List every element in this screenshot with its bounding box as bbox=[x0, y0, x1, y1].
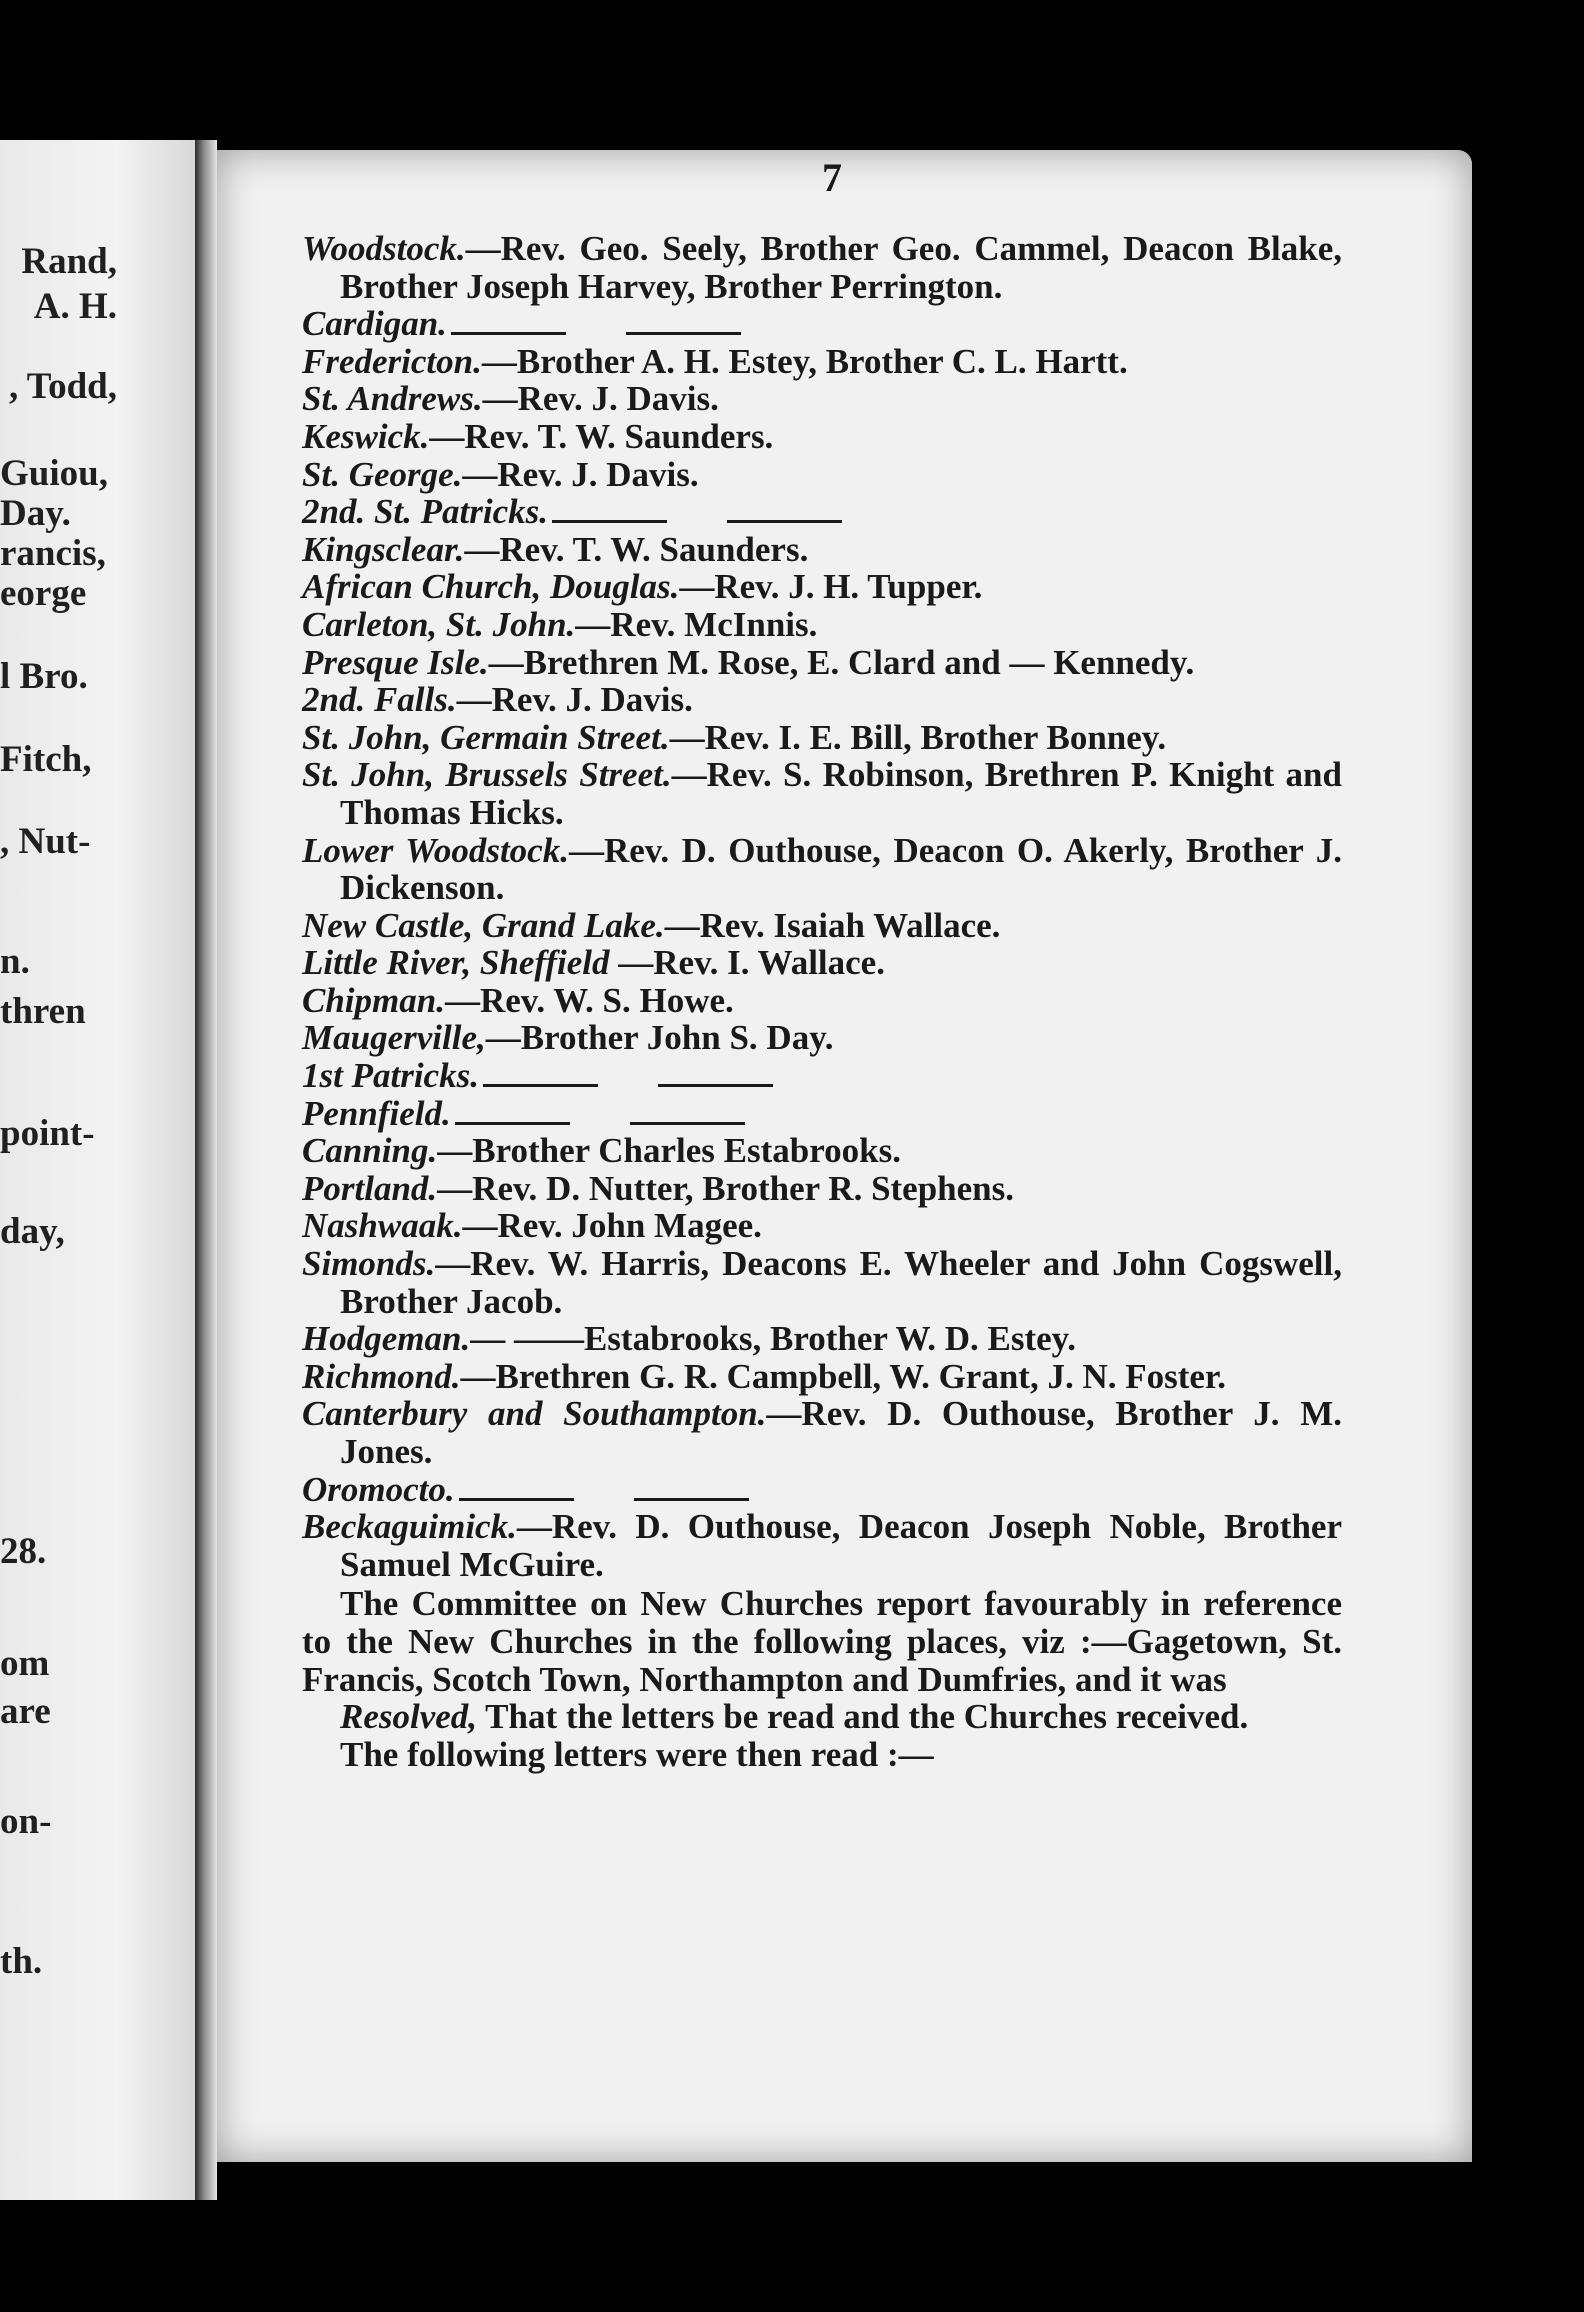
delegates: —Rev. McInnis. bbox=[575, 604, 818, 644]
page-body bbox=[302, 230, 1342, 1773]
delegates: —Rev. D. Nutter, Brother R. Stephens. bbox=[437, 1168, 1015, 1208]
blank-line bbox=[459, 1473, 574, 1501]
church-entry bbox=[302, 305, 1342, 343]
left-fragment: day, bbox=[0, 1211, 65, 1252]
document-page bbox=[217, 150, 1472, 2162]
church-entry bbox=[302, 907, 1342, 945]
left-fragment: A. H. bbox=[33, 286, 117, 327]
church-name: Oromocto. bbox=[302, 1469, 455, 1509]
church-name: Richmond. bbox=[302, 1356, 461, 1396]
church-name: 2nd. Falls. bbox=[302, 680, 457, 720]
delegates: —Rev. J. Davis. bbox=[482, 379, 719, 419]
delegates: —Rev. D. Outhouse, Brother J. M. Jones. bbox=[340, 1394, 1342, 1471]
church-name: St. John, Germain Street. bbox=[302, 717, 670, 757]
church-name: Presque Isle. bbox=[302, 642, 489, 682]
closing-line: The following letters were then read :— bbox=[340, 1734, 934, 1774]
church-entry bbox=[302, 944, 1342, 982]
delegates: —Rev. D. Outhouse, Deacon Joseph Noble, Brother Samuel McGuire. bbox=[340, 1507, 1342, 1584]
blank-line bbox=[455, 1097, 570, 1125]
church-name: Woodstock. bbox=[302, 229, 466, 268]
delegates: —Rev. I. E. Bill, Brother Bonney. bbox=[669, 717, 1167, 757]
blank-line bbox=[658, 1060, 773, 1088]
church-name: Beckaguimick. bbox=[302, 1507, 517, 1547]
church-entry bbox=[302, 1170, 1342, 1208]
church-entry bbox=[302, 380, 1342, 418]
church-name: New Castle, Grand Lake. bbox=[302, 905, 665, 945]
church-entry bbox=[302, 531, 1342, 569]
resolved-word: Resolved, bbox=[340, 1697, 478, 1737]
blank-line bbox=[634, 1473, 749, 1501]
church-entry bbox=[302, 1508, 1342, 1583]
church-entry bbox=[302, 1207, 1342, 1245]
left-fragment: are bbox=[0, 1691, 51, 1732]
left-fragment: n. bbox=[0, 941, 30, 982]
church-name: 1st Patricks. bbox=[302, 1056, 479, 1096]
church-entry bbox=[302, 1320, 1342, 1358]
church-name: Keswick. bbox=[302, 416, 430, 456]
church-entry bbox=[302, 493, 1342, 531]
blank-line bbox=[552, 496, 667, 524]
committee-paragraph: The Committee on New Churches report favourably in reference to the New Churches in the following places, viz :—Gagetown, St. Francis, Scotch Town, Northampton and Dumfries, and it was bbox=[302, 1584, 1342, 1699]
church-entry bbox=[302, 1395, 1342, 1470]
church-name: Lower Woodstock. bbox=[302, 830, 569, 870]
left-fragment: Day. bbox=[0, 493, 71, 534]
church-entry bbox=[302, 681, 1342, 719]
church-name: Fredericton. bbox=[302, 341, 482, 381]
church-entry bbox=[302, 230, 1342, 305]
blank-line bbox=[483, 1060, 598, 1088]
left-fragment: on- bbox=[0, 1801, 52, 1842]
left-fragment: Guiou, bbox=[0, 453, 108, 494]
delegates: —Brethren G. R. Campbell, W. Grant, J. N. Foster. bbox=[460, 1356, 1226, 1396]
church-entry bbox=[302, 1095, 1342, 1133]
delegates: —Brother A. H. Estey, Brother C. L. Hartt. bbox=[481, 341, 1128, 381]
delegates: —Rev. S. Robinson, Brethren P. Knight and Thomas Hicks. bbox=[340, 755, 1342, 832]
delegates: —Brother Charles Estabrooks. bbox=[437, 1131, 902, 1171]
church-name: Simonds. bbox=[302, 1244, 436, 1284]
church-name: St. Andrews. bbox=[302, 379, 483, 419]
previous-page-fragment bbox=[0, 140, 195, 2200]
blank-line bbox=[727, 496, 842, 524]
church-entry bbox=[302, 1057, 1342, 1095]
church-entry bbox=[302, 982, 1342, 1020]
church-entry bbox=[302, 456, 1342, 494]
delegates: —Rev. J. Davis. bbox=[462, 454, 699, 494]
church-name: Canterbury and Southampton. bbox=[302, 1394, 767, 1434]
resolved-text: That the letters be read and the Churches received. bbox=[477, 1697, 1249, 1737]
delegates: —Rev. W. S. Howe. bbox=[444, 980, 734, 1020]
book-gutter bbox=[195, 140, 217, 2200]
left-fragment: om bbox=[0, 1643, 50, 1684]
left-fragment: 28. bbox=[0, 1531, 47, 1572]
church-name: Chipman. bbox=[302, 980, 445, 1020]
delegates: — ——Estabrooks, Brother W. D. Estey. bbox=[470, 1319, 1076, 1359]
delegates: —Rev. John Magee. bbox=[462, 1206, 762, 1246]
delegates-list bbox=[302, 230, 1342, 1583]
church-entry bbox=[302, 568, 1342, 606]
left-fragment: th. bbox=[0, 1941, 43, 1982]
delegates: —Rev. T. W. Saunders. bbox=[429, 416, 774, 456]
church-name: Maugerville, bbox=[302, 1018, 486, 1058]
blank-line bbox=[451, 308, 566, 336]
left-fragment: rancis, bbox=[0, 533, 106, 574]
delegates: —Rev. J. H. Tupper. bbox=[679, 567, 983, 607]
blank-line bbox=[630, 1097, 745, 1125]
delegates: —Rev. T. W. Saunders. bbox=[464, 529, 809, 569]
church-entry bbox=[302, 1358, 1342, 1396]
delegates: —Rev. Geo. Seely, Brother Geo. Cammel, Deacon Blake, Brother Joseph Harvey, Brother Perrington. bbox=[340, 229, 1342, 306]
left-fragment: Rand, bbox=[21, 241, 117, 282]
church-name: Hodgeman. bbox=[302, 1319, 471, 1359]
church-entry bbox=[302, 1471, 1342, 1509]
church-name: St. George. bbox=[302, 454, 463, 494]
church-name: 2nd. St. Patricks. bbox=[302, 492, 549, 532]
church-name: African Church, Douglas. bbox=[302, 567, 680, 607]
left-fragment: , Nut- bbox=[0, 821, 91, 862]
church-name: St. John, Brussels Street. bbox=[302, 755, 672, 795]
left-fragment: point- bbox=[0, 1113, 95, 1154]
delegates: —Brethren M. Rose, E. Clard and — Kennedy. bbox=[488, 642, 1195, 682]
left-fragment: Fitch, bbox=[0, 739, 92, 780]
delegates: —Rev. W. Harris, Deacons E. Wheeler and John Cogswell, Brother Jacob. bbox=[340, 1244, 1342, 1321]
left-fragment: , Todd, bbox=[8, 366, 117, 407]
church-name: Cardigan. bbox=[302, 304, 447, 344]
delegates: —Rev. J. Davis. bbox=[456, 680, 693, 720]
church-entry bbox=[302, 418, 1342, 456]
delegates: —Brother John S. Day. bbox=[485, 1018, 834, 1058]
church-name: Pennfield. bbox=[302, 1093, 451, 1133]
church-entry bbox=[302, 1132, 1342, 1170]
resolved-line bbox=[302, 1698, 1342, 1736]
left-fragment: thren bbox=[0, 991, 86, 1032]
church-name: Carleton, St. John. bbox=[302, 604, 576, 644]
church-entry bbox=[302, 719, 1342, 757]
church-entry bbox=[302, 1245, 1342, 1320]
church-entry bbox=[302, 756, 1342, 831]
church-name: Portland. bbox=[302, 1168, 438, 1208]
church-entry bbox=[302, 343, 1342, 381]
church-entry bbox=[302, 832, 1342, 907]
blank-line bbox=[626, 308, 741, 336]
church-entry bbox=[302, 1019, 1342, 1057]
church-name: Kingsclear. bbox=[302, 529, 465, 569]
left-fragment: l Bro. bbox=[0, 656, 88, 697]
delegates: —Rev. I. Wallace. bbox=[609, 943, 885, 983]
church-name: Little River, Sheffield bbox=[302, 943, 610, 983]
church-entry bbox=[302, 644, 1342, 682]
church-entry bbox=[302, 606, 1342, 644]
delegates: —Rev. D. Outhouse, Deacon O. Akerly, Brother J. Dickenson. bbox=[340, 830, 1342, 908]
church-name: Canning. bbox=[302, 1131, 438, 1171]
church-name: Nashwaak. bbox=[302, 1206, 463, 1246]
delegates: —Rev. Isaiah Wallace. bbox=[664, 905, 1001, 945]
page-number: 7 bbox=[822, 155, 842, 200]
left-fragment: eorge bbox=[0, 573, 87, 614]
